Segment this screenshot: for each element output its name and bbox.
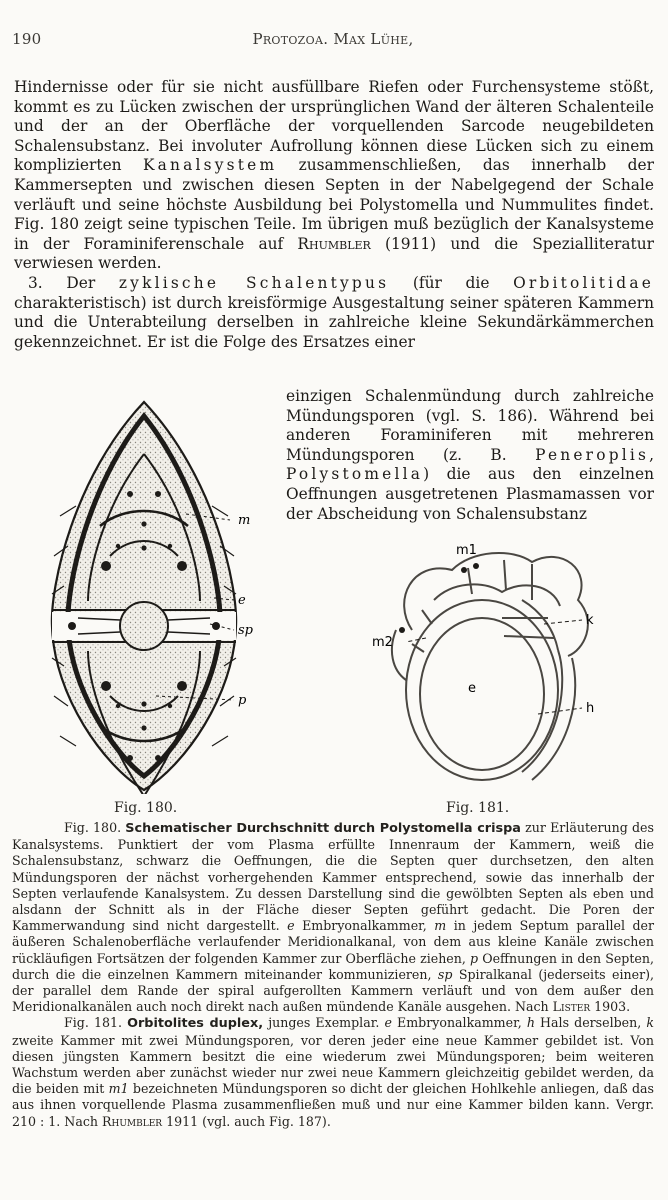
figure-181-diagram (372, 540, 640, 794)
caption-fig-180: Fig. 180. Schematischer Durchschnitt durch Polystomella crispa zur Erläuterung des Kanalsystems. Punktiert der vom Plasma erfüllte Innenraum der Kammern, weiß die Schalensubstanz, schwarz die Oeffnungen, die die Septen quer durchsetzen, den alten Mündungsporen der nächst vorhergehenden Kammer entsprechend, sowie das innerhalb der Septen verlaufende Kanalsystem. Zu dessen Darstellung sind die gewölbten Septen als eben und alsdann der Schnitt als in der Fläche dieser Septen geführt gedacht. Die Poren der Kammerwandung sind nicht dargestellt. e Embryonalkammer, m in jedem Septum parallel der äußeren Schalenoberfläche verlaufender Meridionalkanal, von dem aus kleine Kanäle zwischen rückläufigen Fortsätzen der folgenden Kammer zur Oberfläche ziehen, p Oeffnungen in den Septen, durch die die einzelnen Kammern miteinander kommunizieren, sp Spiralkanal (jederseits einer), der parallel dem Rande der spiral aufgerollten Kammern verläuft und von dem außer den Meridionalkanälen auch noch direkt nach außen mündende Kanäle ausgehen. Nach Lister 1903. (12, 820, 655, 1015)
author-rhumbler: Rhumbler (297, 234, 371, 253)
term-polystomella: Polystomella (286, 465, 424, 484)
label-m2: m2 (372, 635, 393, 650)
author-rhumbler-2: Rhumbler (102, 1113, 163, 1129)
label-e: e (238, 593, 246, 608)
running-title: Protozoa. Max Lühe, (252, 30, 414, 48)
author-lister: Lister (552, 999, 591, 1015)
shell-outline (52, 402, 236, 794)
label-h: h (586, 701, 595, 716)
orbitolites-outline (392, 553, 588, 780)
label-p: p (238, 693, 247, 708)
term-orbitolitidae: Orbitolitidae (513, 273, 654, 292)
float-paragraph: einzigen Schalenmündung durch zahlreiche Mündungsporen (vgl. S. 186). Während bei anderen Foraminiferen mit mehreren Mündungsporen (z. B. Peneroplis, Polystomella) die aus den einzelnen Oeffnungen ausgetretenen Plasmamassen vor der Abscheidung von Schalensubstanz (286, 387, 654, 523)
page-number: 190 (12, 30, 42, 48)
label-m: m (238, 513, 251, 528)
figure-captions (12, 820, 654, 1130)
paragraph-cyclic-type: 3. Der zyklische Schalentypus (für die Orbitolitidae charakteristisch) ist durch kreisförmige Ausgestaltung seiner späteren Kammern und die Unterabteilung derselben in zahlreiche kleine Sekundärkämmerchen gekennzeichnet. Er ist die Folge des Ersatzes einer (14, 273, 654, 351)
label-m1: m1 (456, 543, 477, 558)
figure-180-diagram (44, 396, 274, 794)
page-header (12, 30, 654, 54)
caption-fig-181: Fig. 181. Orbitolites duplex, junges Exemplar. e Embryonalkammer, h Hals derselben, k zweite Kammer mit zwei Mündungsporen, vor deren jeder eine neue Kammer gebildet ist. Von diesen jüngsten Kammern besitzt die eine wiederum zwei Mündungsporen; beim weiteren Wachstum werden aber zunächst wieder nur zwei neue Kammern gleichzeitig gebildet werden, da die beiden mit m1 bezeichneten Mündungsporen so dicht der gleichen Hohlkehle anliegen, daß das aus ihnen vorquellende Plasma zusammenfließen muß und nur eine Kammer bilden kann. Vergr. 210 : 1. Nach Rhumbler 1911 (vgl. auch Fig. 187). (12, 1015, 654, 1129)
term-zyklischer-schalentypus: zyklische Schalentypus (118, 273, 390, 292)
label-e-181: e (468, 681, 476, 696)
caption-181-title: Orbitolites duplex, (127, 1016, 264, 1032)
term-peneroplis: Peneroplis (535, 445, 650, 464)
mundungsporen (399, 563, 479, 633)
label-sp: sp (238, 623, 253, 638)
figure-181-label: Fig. 181. (446, 800, 510, 816)
term-kanalsystem: Kanalsystem (142, 156, 278, 175)
paragraph-canal-system: Hindernisse oder für sie nicht ausfüllbare Riefen oder Furchensysteme stößt, kommt es zu Lücken zwischen der ursprünglichen Wand der älteren Schalenteile und der an der Oberfläche der vorquellenden Sarcode neugebildeten Schalensubstanz. Bei involuter Aufrollung können diese Lücken sich zu einem komplizierten Kanalsystem zusammenschließen, das innerhalb der Kammersepten und zwischen diesen Septen in der Nabelgegend der Schale verläuft und seine höchste Ausbildung bei Polystomella und Nummulites findet. Fig. 180 zeigt seine typischen Teile. Im übrigen muß bezüglich der Kanalsysteme in der Foraminiferenschale auf Rhumbler (1911) und die Spezialliteratur verwiesen werden. (14, 78, 655, 273)
caption-180-title: Schematischer Durchschnitt durch Polystomella crispa (125, 821, 521, 836)
figure-180-label: Fig. 180. (114, 800, 178, 816)
body-text (14, 78, 654, 352)
label-k: k (586, 613, 594, 628)
